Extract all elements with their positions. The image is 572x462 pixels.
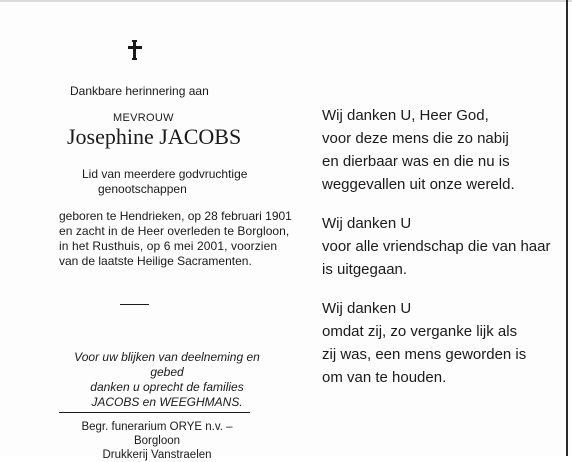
poem-stanza <box>322 212 550 281</box>
acknowledgement-line: danken u oprecht de families <box>90 380 244 394</box>
membership-line: genootschappen <box>98 182 187 196</box>
poem-line: voor alle vriendschap die van haar <box>322 238 551 255</box>
poem <box>322 104 550 405</box>
biography-line: geboren te Hendrieken, op 28 februari 1901 <box>59 209 292 223</box>
poem-stanza <box>322 297 550 389</box>
poem-line: om van te houden. <box>322 369 447 386</box>
card-right-edge <box>566 0 568 456</box>
acknowledgement <box>58 350 276 410</box>
separator-line <box>120 304 149 305</box>
card-top-edge <box>0 0 572 2</box>
poem-line: weggevallen uit onze wereld. <box>322 176 515 193</box>
poem-line: voor deze mens die zo nabij <box>322 130 509 147</box>
biography-line: en zacht in de Heer overleden te Borgloon, <box>59 224 290 238</box>
membership-line: Lid van meerdere godvruchtige <box>82 167 248 181</box>
deceased-name: Josephine JACOBS <box>67 124 242 149</box>
poem-line: Wij danken U <box>322 215 412 232</box>
poem-line: en dierbaar was en die nu is <box>322 153 510 170</box>
biography-line: van de laatste Heilige Sacramenten. <box>59 254 252 268</box>
latin-cross-icon <box>128 40 142 60</box>
intro-text: Dankbare herinnering aan <box>70 84 209 98</box>
honorific: MEVROUW <box>113 112 174 124</box>
biography-line: in het Rusthuis, op 6 mei 2001, voorzien <box>59 239 278 253</box>
poem-line: is uitgegaan. <box>322 261 408 278</box>
footer-rule <box>59 412 250 413</box>
poem-line: Wij danken U, Heer God, <box>322 107 489 124</box>
poem-line: omdat zij, zo verganke lijk als <box>322 323 518 340</box>
printer: Drukkerij Vanstraelen <box>102 449 212 461</box>
poem-line: Wij danken U <box>322 300 412 317</box>
acknowledgement-line: Voor uw blijken van deelneming en gebed <box>74 350 260 379</box>
poem-line: zij was, een mens geworden is <box>322 346 527 363</box>
poem-stanza <box>322 104 550 196</box>
funeral-home: Begr. funerarium ORYE n.v. – Borgloon <box>81 421 233 447</box>
biography <box>59 209 292 269</box>
acknowledgement-line: JACOBS en WEEGHMANS. <box>91 395 243 409</box>
